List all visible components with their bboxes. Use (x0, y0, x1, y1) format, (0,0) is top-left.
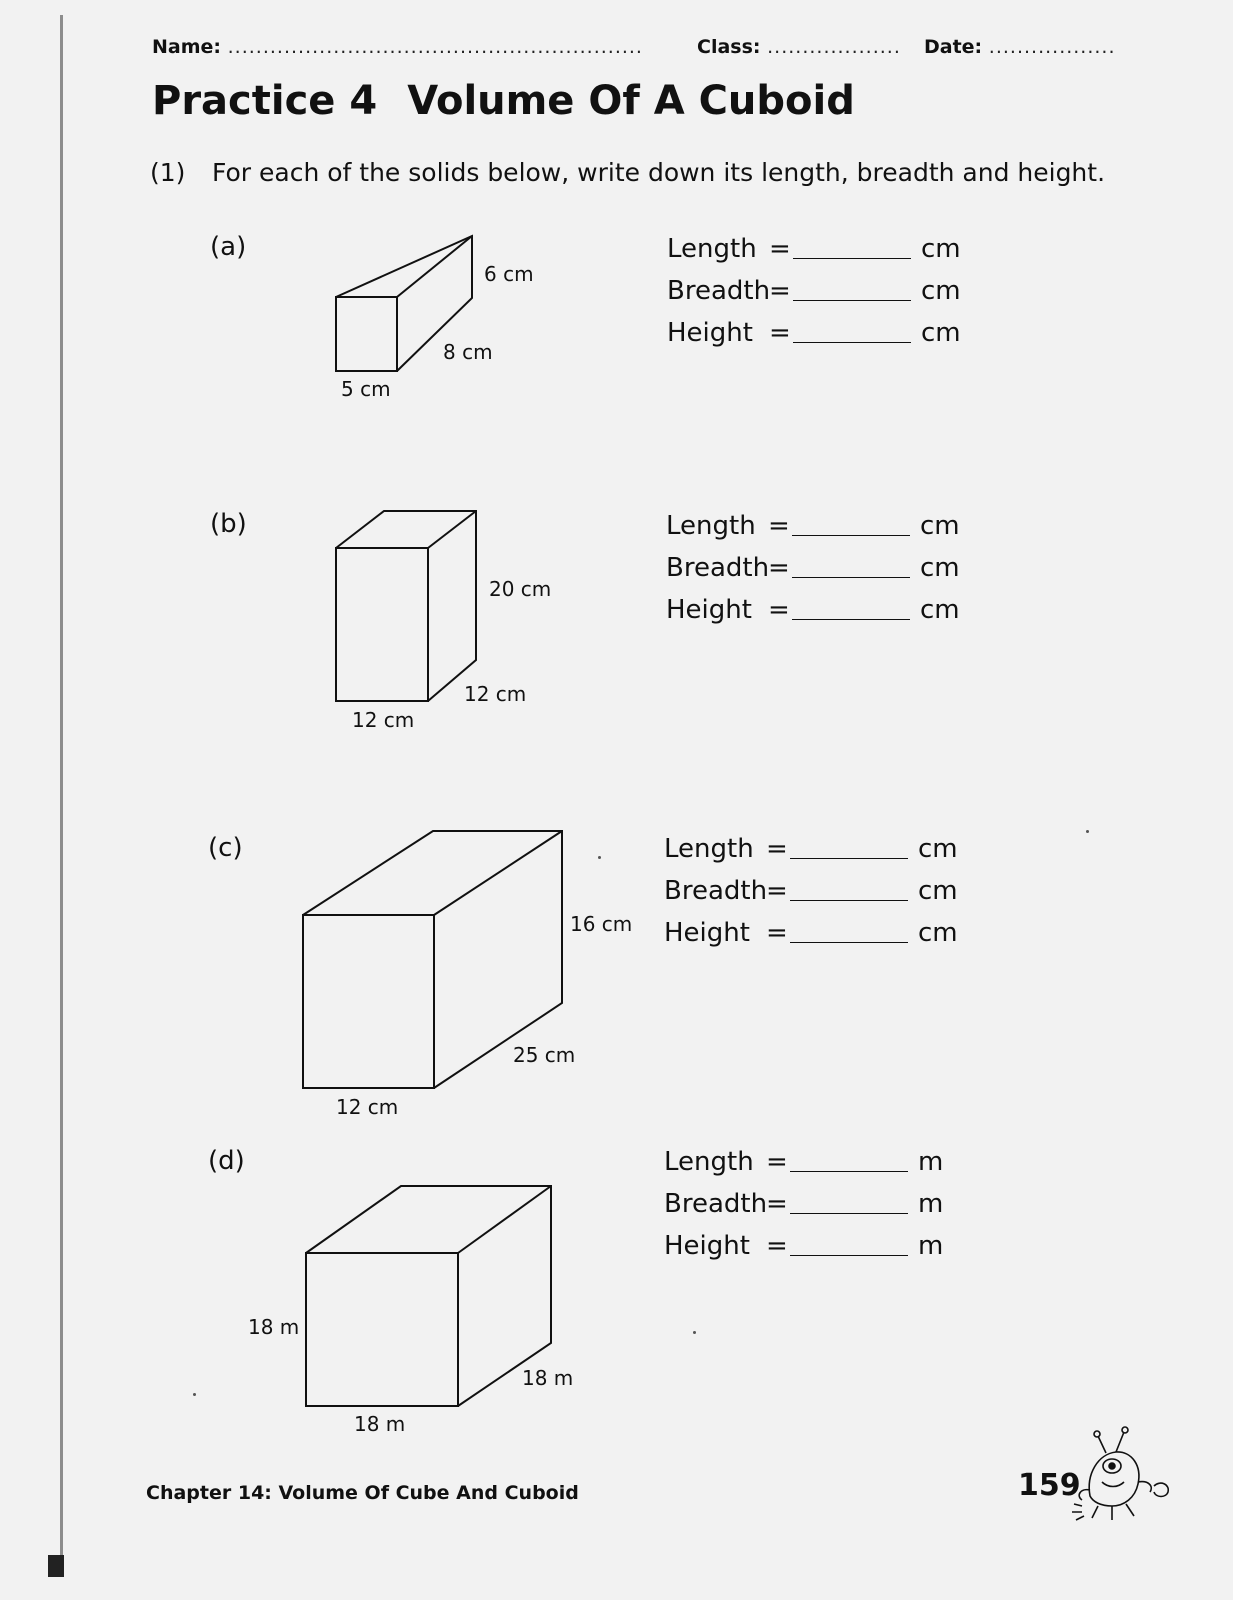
page-number: 159 (1018, 1468, 1081, 1503)
answer-row-breadth (664, 1183, 943, 1225)
answer-blank[interactable] (790, 1195, 908, 1214)
answer-equals: = (769, 318, 791, 348)
cuboid-a-height-dim: 6 cm (484, 262, 534, 286)
answer-label: Height (664, 918, 750, 948)
answer-equals: = (766, 918, 788, 948)
answer-label: Height (664, 1231, 750, 1261)
practice-number: Practice 4 (152, 78, 378, 124)
cuboid-a-depth-dim: 8 cm (443, 340, 493, 364)
answer-label: Height (666, 595, 752, 625)
scan-speck (693, 1331, 696, 1334)
answer-equals: = (768, 553, 790, 583)
date-blank[interactable]: .................. (988, 36, 1116, 58)
answer-blank[interactable] (790, 1153, 908, 1172)
cuboid-c-width-dim: 12 cm (336, 1095, 399, 1119)
question-text: For each of the solids below, write down its length, breadth and height. (212, 158, 1106, 187)
part-a-label: (a) (210, 232, 247, 262)
question-number: (1) (150, 158, 186, 187)
answer-equals: = (766, 1189, 788, 1219)
name-label: Name: (152, 36, 222, 58)
cuboid-d-top-edge (458, 1186, 551, 1253)
answer-unit: cm (921, 318, 961, 348)
answer-equals: = (766, 834, 788, 864)
cuboid-d-front-face (306, 1253, 458, 1406)
answer-equals: = (769, 234, 791, 264)
answer-label: Breadth (666, 553, 770, 583)
answer-label: Length (664, 1147, 754, 1177)
answer-label: Length (667, 234, 757, 264)
cuboid-d-width-dim: 18 m (354, 1412, 406, 1436)
chapter-footer: Chapter 14: Volume Of Cube And Cuboid (146, 1482, 579, 1504)
scan-speck (1086, 830, 1089, 833)
answer-label: Length (664, 834, 754, 864)
answer-equals: = (768, 595, 790, 625)
date-label: Date: (924, 36, 983, 58)
class-blank[interactable]: ................... (767, 36, 901, 58)
cuboid-b-depth-dim: 12 cm (464, 682, 527, 706)
answer-unit: cm (918, 876, 958, 906)
scan-speck (598, 856, 601, 859)
part-c-label: (c) (208, 833, 243, 863)
answer-label: Breadth (664, 1189, 768, 1219)
cuboid-d-depth-edges (306, 1186, 551, 1406)
answer-label: Breadth (664, 876, 768, 906)
answer-unit: m (918, 1189, 944, 1219)
cuboid-b-width-dim: 12 cm (352, 708, 415, 732)
answer-equals: = (766, 1231, 788, 1261)
cuboid-c-height-dim: 16 cm (570, 912, 633, 936)
cuboid-b-height-dim: 20 cm (489, 577, 552, 601)
cuboid-d-depth-dim: 18 m (522, 1366, 574, 1390)
cuboid-c-depth-dim: 25 cm (513, 1043, 576, 1067)
answer-unit: cm (921, 276, 961, 306)
answer-row-length (664, 1141, 943, 1183)
answer-unit: cm (918, 918, 958, 948)
answer-row-height (664, 1225, 943, 1267)
part-d-label: (d) (208, 1146, 245, 1176)
answer-unit: cm (920, 511, 960, 541)
answer-unit: m (918, 1231, 944, 1261)
name-blank[interactable]: ........................................................... (227, 36, 643, 58)
answer-unit: cm (920, 595, 960, 625)
alien-mascot-icon (1068, 1426, 1178, 1526)
answer-unit: cm (921, 234, 961, 264)
answer-blank[interactable] (790, 1237, 908, 1256)
answer-unit: cm (918, 834, 958, 864)
answer-label: Height (667, 318, 753, 348)
practice-topic: Volume Of A Cuboid (407, 78, 855, 124)
answer-label: Breadth (667, 276, 771, 306)
part-d-answers (664, 1141, 943, 1267)
part-b-label: (b) (210, 509, 247, 539)
scan-speck (193, 1393, 196, 1396)
mascot-illustration (1068, 1426, 1178, 1530)
answer-equals: = (766, 876, 788, 906)
answer-equals: = (766, 1147, 788, 1177)
cuboid-d-edges (306, 1186, 551, 1406)
class-label: Class: (697, 36, 761, 58)
cuboid-a-width-dim: 5 cm (341, 377, 391, 401)
answer-equals: = (768, 511, 790, 541)
answer-unit: m (918, 1147, 944, 1177)
answer-equals: = (769, 276, 791, 306)
answer-label: Length (666, 511, 756, 541)
answer-unit: cm (920, 553, 960, 583)
cuboid-d-height-dim: 18 m (248, 1315, 300, 1339)
